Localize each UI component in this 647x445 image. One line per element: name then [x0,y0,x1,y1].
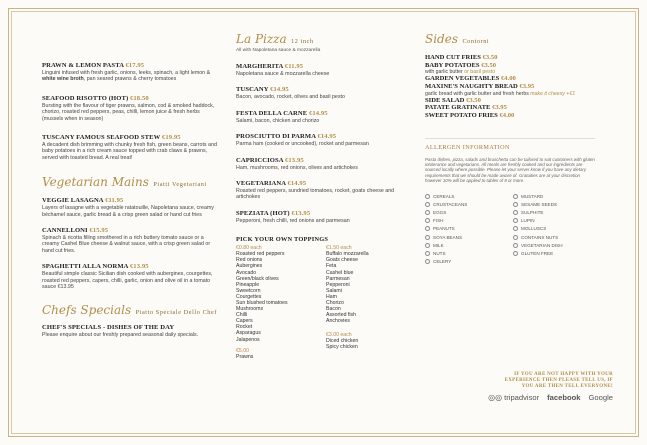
topping-item: Red onions [236,257,263,264]
allergen-legend-item [513,202,595,207]
topping-item: Courgettes [236,293,262,300]
allergen-legend-item [425,210,507,215]
item-name: PROSCIUTTO DI PARMA [236,133,316,141]
allergen-label: EGGS [433,209,447,215]
allergen-section [425,138,595,265]
topping-item: Cashel blue [326,269,354,276]
section-header-pizza [236,30,406,48]
topping-item: Capers [236,318,253,325]
allergen-title: ALLERGEN INFORMATION [425,143,510,151]
topping-item: Green/black olives [236,275,279,282]
menu-item-veggie-lasagna [42,197,220,218]
allergen-legend-item [513,243,595,248]
topping-item: Pineapple [236,281,260,288]
section-subtitle: Piatti Vegetariani [153,181,207,189]
topping-item: Mushrooms [236,306,264,313]
allergen-label: MOLLUSCS [521,226,547,232]
topping-item: Pepperoni [326,281,350,288]
item-desc: Linguini infused with fresh garlic, onions, leeks, spinach, a light lemon & white wine broth, pan seared prawns & cherry tomatoes [42,70,211,83]
item-desc: Bacon, avocado, rocket, olives and basil pesto [236,94,345,101]
section-subtitle: Piatto Speciale Dello Chef [135,308,218,316]
item-price: €13.95 [129,263,149,271]
toppings-grid [236,245,406,360]
allergen-icon [513,210,518,215]
allergen-label: FISH [433,218,444,224]
item-price: €15.95 [89,227,109,235]
allergen-legend-item [513,218,595,223]
pizza-item [236,133,406,147]
allergen-icon [425,259,430,264]
item-name: SPEZIATA (HOT) [236,209,290,217]
item-name: CHEF'S SPECIALS - DISHES OF THE DAY [42,323,175,331]
item-desc: Salami, bacon, chicken and chorizo [236,117,320,124]
allergen-label: SESAME SEEDS [521,201,557,207]
item-name: CAPRICCIOSA [236,156,284,164]
menu-item-cannelloni [42,227,220,254]
topping-item: Sun blushed tomatoes [236,300,288,306]
pizza-item [236,180,406,201]
item-price: €13.95 [285,156,304,164]
allergen-label: PEANUTS [433,226,455,232]
topping-list [326,251,406,324]
pizza-item [236,210,406,224]
item-desc: Beautiful simple classic Sicilian dish cooked with aubergines, courgettes, roasted red peppers, capers, chilli, garlic, onion and olive oil in a tomato sauce €13.95 [42,271,213,291]
allergen-icon [425,251,430,256]
item-name: CANNELLONI [42,227,88,235]
side-item: BABY POTATOES €3.50 [425,61,497,69]
pizza-item [236,157,406,171]
item-desc: Pepperoni, fresh chilli, red onions and parmesan [236,217,350,224]
section-header-chefs-specials [42,301,220,319]
item-desc: Ham, mushrooms, red onions, olives and artichokes [236,164,358,171]
allergen-legend-item [425,194,507,199]
side-item: SIDE SALAD €3.50 [425,96,481,104]
allergen-label: LUPIN [521,218,535,224]
allergen-legend-item [425,243,507,248]
topping-item: Jalapenos [236,336,260,343]
section-subtitle: 12 inch [291,38,314,45]
allergen-label: CELERY [433,259,452,265]
toppings-column-2 [326,245,406,360]
item-desc: Bursting with the flavour of tiger prawns, salmon, cod & smoked haddock, chorizo, roasted red peppers, peas, chilli, lemon juice & fresh herbs (mussels when in season) [42,102,215,122]
item-price: €14.95 [308,109,328,117]
section-title: Sides [425,32,458,46]
section-title: La Pizza [236,32,287,46]
topping-item: Anchovies [326,318,350,325]
item-desc: Roasted red peppers, sundried tomatoes, rocket, goats cheese and artichokes [236,188,395,201]
menu-item-seafood-risotto [42,95,220,122]
facebook-logo[interactable]: facebook [547,393,581,402]
section-subtitle: Contorni [462,38,490,45]
topping-item: Chilli [236,312,248,319]
topping-price: €0.80 each [236,245,262,252]
allergen-icon [513,243,518,248]
item-price: €11.95 [105,197,124,205]
allergen-label: SOYA BEANS [433,234,463,240]
topping-price: €1.50 each [326,245,352,252]
allergen-label: SULPHITE [521,209,544,215]
topping-item: Chorizo [326,300,344,306]
allergen-legend-item [513,194,595,199]
allergen-icon [425,243,430,248]
notice-text: IF YOU ARE NOT HAPPY WITH YOUR EXPERIENCE THEN PLEASE TELL US, IF YOU ARE THEN TELL EVERYONE! [504,372,613,389]
topping-item: Feta [326,263,337,270]
item-price: €14.95 [317,133,337,141]
allergen-legend-item [513,251,595,256]
topping-item: Salami [326,287,342,294]
allergen-icon [513,251,518,256]
item-desc: Layers of lasagne with a vegetable ratatouille, Napoletana sauce, creamy béchamel sauce, garlic bread & a crisp green salad or hand cut fries [42,205,214,218]
topping-item: Diced chicken [326,338,359,345]
allergen-label: CEREALS [433,193,455,199]
item-name: SEAFOOD RISOTTO (HOT) [42,94,129,102]
topping-list [236,251,316,342]
topping-item: Ham [326,293,337,300]
item-name: SPAGHETTI ALLA NORMA [42,263,129,271]
side-item: PATATE GRATINATE €3.95 [425,104,507,112]
section-header-sides [425,30,620,48]
allergen-legend [425,194,595,265]
allergen-label: MUSTARD [521,193,544,199]
item-name: VEGGIE LASAGNA [42,197,104,205]
allergen-label: NUTS [433,250,446,256]
side-item: GARDEN VEGETABLES €4.00 [425,75,516,83]
topping-item: Avocado [236,269,257,276]
topping-item: Parmesan [326,275,350,282]
item-desc: Please enquire about our freshly prepared seasonal daily specials. [42,331,199,338]
menu-item-chefs-specials [42,324,220,338]
allergen-icon [425,226,430,231]
middle-column [236,30,406,360]
allergen-icon [513,194,518,199]
allergen-legend-item [425,226,507,231]
allergen-label: CRUSTACEANS [433,201,468,207]
side-item: MAXINE'S NAUGHTY BREAD €3.95 [425,82,535,90]
item-name: MARGHERITA [236,63,284,70]
allergen-icon [425,194,430,199]
allergen-label: MILK [433,242,444,248]
item-name: FESTA DELLA CARNE [236,109,308,117]
toppings-column-1 [236,245,316,360]
topping-item: Prawns [236,353,254,360]
allergen-legend-item [513,226,595,231]
allergen-icon [513,235,518,240]
topping-price: €5.00 [236,347,249,354]
item-price: €18.50 [130,94,149,102]
menu-item-prawn-pasta [42,62,220,83]
item-desc: Parma ham (cooked or uncooked), rocket and parmesan [236,141,369,148]
item-name: VEGETARIANA [236,180,286,188]
topping-item: Sweetcorn [236,287,261,294]
pizza-item [236,86,406,100]
item-price: €14.95 [287,180,307,188]
allergen-icon [425,202,430,207]
item-name: TUSCANY FAMOUS SEAFOOD STEW [42,134,161,142]
allergen-legend-item [425,235,507,240]
allergen-legend-item [425,202,507,207]
allergen-icon [425,218,430,223]
toppings-title: PICK YOUR OWN TOPPINGS [236,236,329,244]
item-price: €11.95 [284,63,304,70]
allergen-icon [513,202,518,207]
sides-list [425,54,620,120]
owl-icon: ◎◎ [488,393,503,402]
side-desc: garlic bread with garlic butter and fresh herbs make it cheesy +€1 [425,90,576,97]
section-title: Vegetarian Mains [42,175,149,190]
pizza-item [236,110,406,124]
review-brands [425,393,613,402]
allergen-legend-item [513,210,595,215]
topping-item: Aubergines [236,263,263,270]
allergen-icon [425,235,430,240]
side-item: SWEET POTATO FRIES €4.00 [425,111,515,119]
left-column [42,62,220,345]
feedback-notice [425,372,613,402]
item-desc: Spinach & ricotta filling smothered in a rich buttery tomato sauce or a creamy Cashel Blue cheese & walnut sauce, with a crisp green salad or hand cut fries. [42,235,211,254]
side-desc: with garlic butter or basil pesto [425,69,496,76]
item-desc: A decadent dish brimming with chunky fresh fish, green beans, carrots and baby potatoes in a rich cream sauce topped with crab claws & prawns, served with toasted bread. A real treat! [42,142,217,161]
side-item: HAND CUT FRIES €3.50 [425,54,498,61]
allergen-legend-item [425,259,507,264]
topping-item: Roasted red peppers [236,251,285,258]
allergen-label: VEGETARIAN DISH [521,242,563,248]
menu-item-spaghetti-norma [42,263,220,290]
right-column [425,30,620,402]
allergen-legend-item [425,218,507,223]
tripadvisor-logo[interactable]: ◎◎ tripadvisor [488,393,540,402]
google-logo[interactable]: Google [588,393,613,402]
allergen-legend-item [425,251,507,256]
allergen-icon [513,226,518,231]
item-desc: Napoletana sauce & mozzarella cheese [236,71,330,77]
allergen-label: CONTAINS NUTS [521,234,559,240]
item-price: €19.95 [161,134,181,142]
allergen-text: Pasta dishes, pizza, salads and bruschetta can be tailored to suit customers with gluten intolerance and vegetarians. All meals are freshly cooked and our ingredients are sourced locally where possible. Please let your server know if you have any dietary requirements that we should be made aware of. Gratuities are at your discretion however 10% will be applied to tables of 8 or more. [425,156,595,184]
item-price: €13.95 [291,209,311,217]
pizza-note: All with Napoletana sauce & mozzarella [236,48,321,53]
allergen-icon [425,210,430,215]
topping-item: Spicy chicken [326,344,358,351]
item-price: €17.95 [125,62,145,69]
topping-item: Goats cheese [326,257,359,264]
allergen-icon [513,218,518,223]
menu-item-seafood-stew [42,134,220,161]
item-name: TUSCANY [236,86,269,94]
topping-price: €3.00 each [326,332,352,339]
topping-item: Bacon [326,306,341,313]
topping-item: Assorted fish [326,312,356,319]
topping-list [326,338,406,350]
item-price: €14.95 [270,86,289,94]
pizza-item [236,63,406,77]
allergen-legend-item [513,259,595,264]
section-title: Chefs Specials [42,302,132,317]
item-name: PRAWN & LEMON PASTA [42,62,124,69]
topping-item: Buffalo mozzarella [326,251,369,258]
section-header-vegetarian [42,173,220,191]
allergen-legend-item [513,235,595,240]
topping-item: Rocket [236,324,253,331]
topping-item: Asparagus [236,330,261,337]
allergen-label: GLUTEN FREE [521,250,554,256]
